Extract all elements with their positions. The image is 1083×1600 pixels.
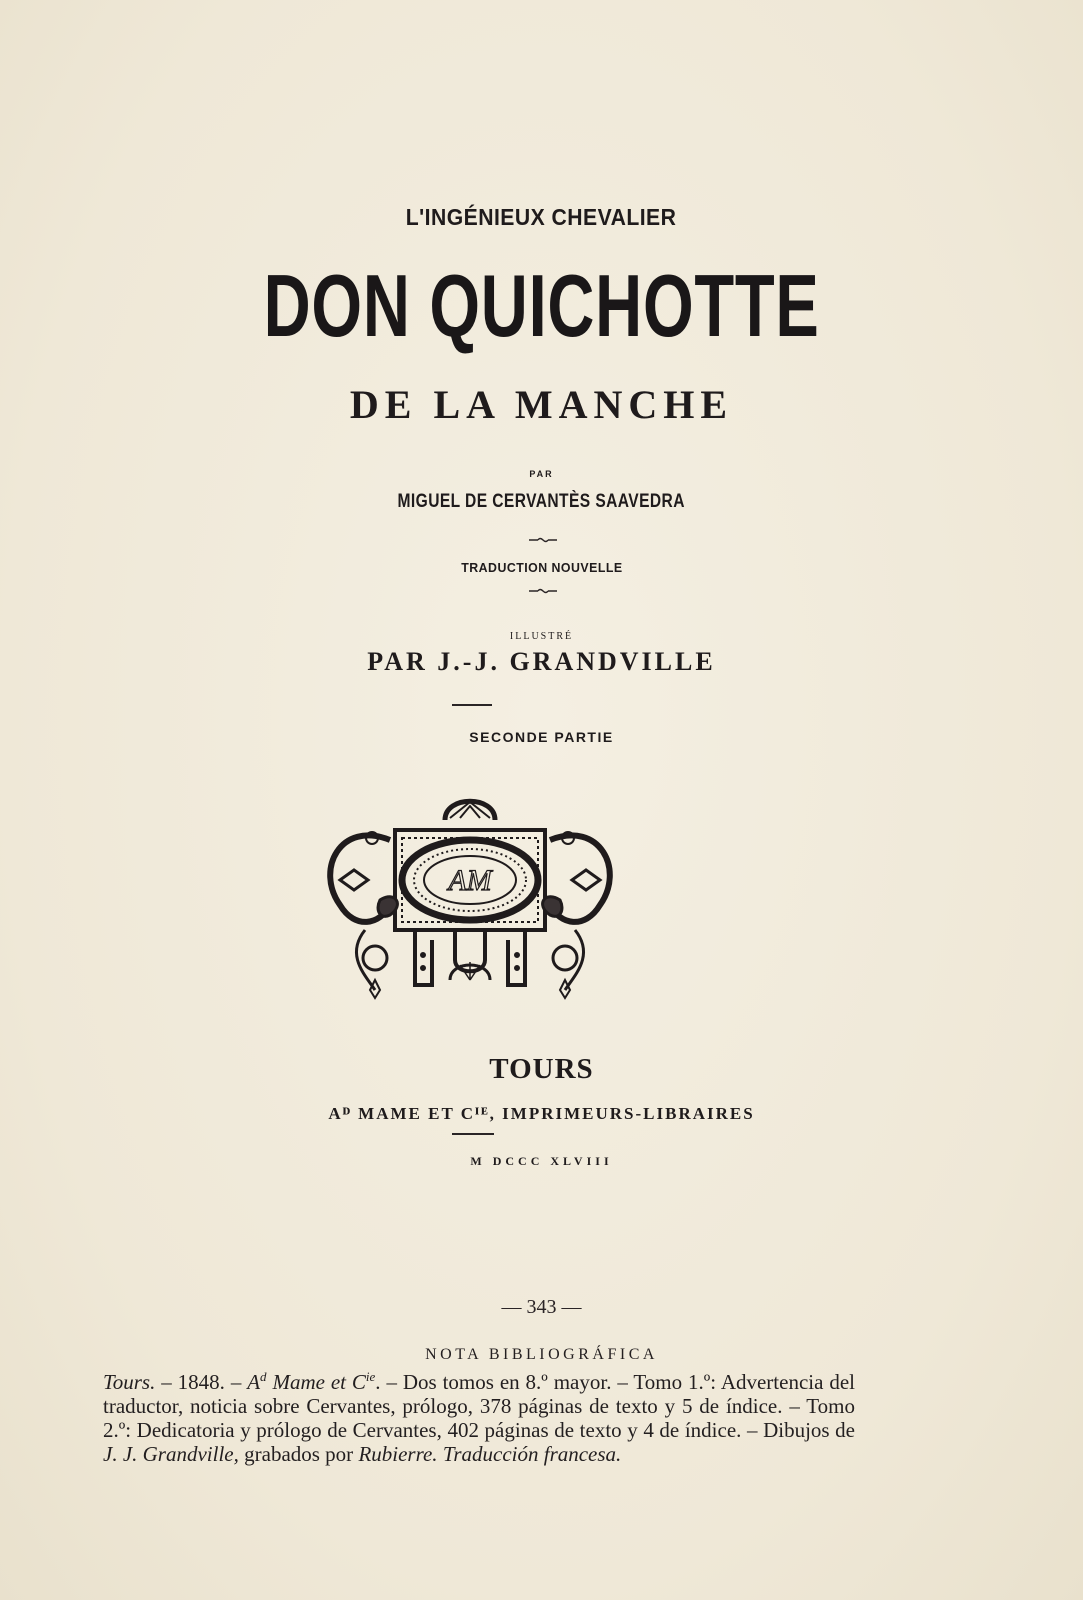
note-publisher-mid: Mame et C	[266, 1370, 366, 1394]
title-line3	[0, 381, 1083, 428]
part-text: SECONDE PARTIE	[469, 729, 614, 745]
note-engraver: Rubierre.	[358, 1442, 438, 1466]
publisher	[0, 1104, 1083, 1124]
note-publisher	[247, 1370, 375, 1394]
main-title-text: DON QUICHOTTE	[263, 256, 820, 355]
translation-line	[0, 559, 1083, 577]
divider-rule-1	[452, 704, 492, 706]
note-publisher-sup-ie: ie	[365, 1369, 376, 1384]
translation-text: TRADUCTION NOUVELLE	[460, 560, 623, 575]
city-text: TOURS	[489, 1053, 594, 1085]
ornament-dash-2	[529, 587, 557, 595]
bibliographic-note	[103, 1370, 855, 1466]
author-text: MIGUEL DE CERVANTÈS SAAVEDRA	[397, 491, 686, 512]
publisher-emblem-icon	[320, 790, 620, 1020]
divider-rule-2	[452, 1133, 494, 1135]
publication-date-text: M DCCC XLVIII	[470, 1154, 613, 1168]
par-label	[0, 464, 1083, 482]
note-text-2: . – Dos tomos en 8.º mayor. – Tomo 1.º: Advertencia del traductor, noticia sobre Cervantes, prólogo, 378 páginas de texto y 5 de índice. – Tomo 2.º: Dedicatoria y prólogo de Cervantes, 402 páginas de texto y 4 de índice. – Dibujos de	[103, 1370, 855, 1442]
illustrated-label	[0, 626, 1083, 644]
note-publisher-a: A	[247, 1370, 261, 1394]
note-translation: Traducción francesa.	[442, 1442, 622, 1466]
illustrator-line	[0, 647, 1083, 677]
emblem-monogram: AM	[448, 864, 492, 897]
author	[0, 491, 1083, 513]
publication-date	[0, 1152, 1083, 1170]
note-publisher-sup-d: d	[260, 1369, 267, 1384]
par-label-text: PAR	[529, 469, 554, 479]
page-number-text: — 343 —	[501, 1296, 582, 1318]
note-city: Tours.	[103, 1370, 156, 1394]
subtitle-top	[0, 204, 1083, 231]
title-line3-text: DE LA MANCHE	[349, 382, 734, 427]
main-title	[0, 256, 1083, 355]
part-label	[0, 729, 1083, 747]
nota-heading-text: NOTA BIBLIOGRÁFICA	[425, 1346, 658, 1363]
publisher-text: Aᴰ MAME ET Cᴵᴱ, IMPRIMEURS-LIBRAIRES	[328, 1104, 755, 1123]
illustrated-text: ILLUSTRÉ	[509, 631, 574, 642]
note-illustrator: J. J. Grandville,	[103, 1442, 239, 1466]
subtitle-top-text: L'INGÉNIEUX CHEVALIER	[406, 204, 677, 230]
page-number	[0, 1296, 1083, 1319]
nota-heading	[0, 1346, 1083, 1364]
ornament-dash-1	[529, 536, 557, 544]
city	[0, 1053, 1083, 1086]
note-text-1: – 1848. –	[155, 1370, 248, 1394]
note-text-3: grabados por	[238, 1442, 359, 1466]
illustrator-text: PAR J.-J. GRANDVILLE	[367, 647, 716, 676]
